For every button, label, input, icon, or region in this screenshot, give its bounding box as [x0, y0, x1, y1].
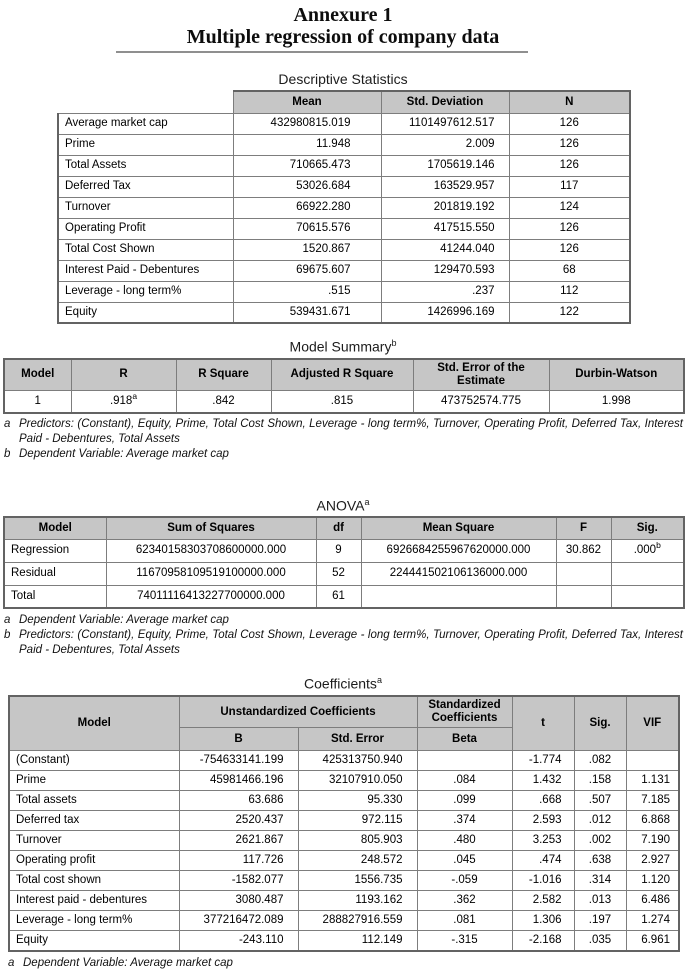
std-error-cell: 248.572: [298, 851, 417, 871]
mean-cell: 69675.607: [233, 260, 381, 281]
std-cell: .237: [381, 281, 509, 302]
table-row: [9, 811, 679, 831]
row-label-cell: Turnover: [58, 197, 233, 218]
std-error-cell: 425313750.940: [298, 751, 417, 771]
vif-header-cell: VIF: [626, 696, 679, 751]
b-cell: 2621.867: [179, 831, 298, 851]
std-cell: 129470.593: [381, 260, 509, 281]
footnote-marker: a: [364, 496, 370, 507]
std-error-header-cell: Std. Error of the Estimate: [413, 359, 549, 391]
beta-cell: .045: [417, 851, 512, 871]
row-label-cell: Equity: [58, 302, 233, 323]
durbin-watson-cell: 1.998: [549, 391, 684, 413]
coefficients-footnote: [8, 956, 686, 971]
b-cell: 45981466.196: [179, 771, 298, 791]
vif-cell: 1.131: [626, 771, 679, 791]
table-row: [9, 871, 679, 891]
table-row: [58, 260, 630, 281]
df-header-cell: df: [316, 517, 361, 539]
adj-r-square-cell: .815: [271, 391, 413, 413]
footnote-text: Predictors: (Constant), Equity, Prime, Total Cost Shown, Leverage - long term%, Turnover, Operating Profit, Deferred Tax, Interest Paid - Debentures, Total Assets: [19, 417, 683, 445]
beta-cell: -.315: [417, 931, 512, 951]
std-error-cell: 1556.735: [298, 871, 417, 891]
b-header-cell: B: [179, 728, 298, 751]
sig-cell: .507: [574, 791, 626, 811]
row-label-cell: Operating Profit: [58, 218, 233, 239]
n-cell: 117: [509, 176, 630, 197]
df-cell: 9: [316, 539, 361, 562]
f-cell: 30.862: [556, 539, 611, 562]
table-row: [9, 911, 679, 931]
sig-cell: .197: [574, 911, 626, 931]
table-header-row: [4, 517, 684, 539]
mean-cell: 70615.576: [233, 218, 381, 239]
model-summary-table: [3, 358, 685, 414]
model-header-cell: Model: [4, 517, 106, 539]
row-label-cell: Total cost shown: [9, 871, 179, 891]
row-label-cell: Leverage - long term%: [9, 911, 179, 931]
sig-cell: .314: [574, 871, 626, 891]
n-header-cell: N: [509, 91, 630, 113]
title-underline: [116, 51, 528, 53]
mean-cell: 710665.473: [233, 155, 381, 176]
table-row: [4, 539, 684, 562]
sum-of-squares-header-cell: Sum of Squares: [106, 517, 316, 539]
stub-header-cell: [58, 91, 233, 113]
row-label-cell: Leverage - long term%: [58, 281, 233, 302]
footnote-text: Predictors: (Constant), Equity, Prime, Total Cost Shown, Leverage - long term%, Turnover, Operating Profit, Deferred Tax, Interest Paid - Debentures, Total Assets: [19, 629, 683, 657]
standardized-coefficients-header-cell: Standardized Coefficients: [417, 696, 512, 728]
df-cell: 61: [316, 585, 361, 608]
beta-cell: .362: [417, 891, 512, 911]
table-row: [9, 791, 679, 811]
row-label-cell: Equity: [9, 931, 179, 951]
mean-cell: .515: [233, 281, 381, 302]
footnote-text: Dependent Variable: Average market cap: [23, 956, 233, 969]
footnote-marker: b: [656, 540, 661, 551]
r-cell: [71, 391, 176, 413]
table-row: [58, 218, 630, 239]
mean-cell: 11.948: [233, 134, 381, 155]
std-error-cell: 95.330: [298, 791, 417, 811]
row-label-cell: Average market cap: [58, 113, 233, 134]
std-error-cell: 32107910.050: [298, 771, 417, 791]
b-cell: 63.686: [179, 791, 298, 811]
row-label-cell: Total Cost Shown: [58, 239, 233, 260]
row-label-cell: Prime: [9, 771, 179, 791]
footnote-text: Dependent Variable: Average market cap: [19, 447, 229, 460]
std-cell: 1705619.146: [381, 155, 509, 176]
r-header-cell: R: [71, 359, 176, 391]
t-cell: 1.306: [512, 911, 574, 931]
n-cell: 126: [509, 239, 630, 260]
sig-header-cell: Sig.: [574, 696, 626, 751]
t-cell: .474: [512, 851, 574, 871]
f-cell: [556, 562, 611, 585]
std-cell: 201819.192: [381, 197, 509, 218]
sig-cell: .012: [574, 811, 626, 831]
n-cell: 68: [509, 260, 630, 281]
table-row: [58, 134, 630, 155]
descriptive-statistics-table: [57, 90, 631, 324]
vif-cell: [626, 751, 679, 771]
r-value: .918: [109, 394, 133, 407]
std-cell: 163529.957: [381, 176, 509, 197]
f-cell: [556, 585, 611, 608]
std-cell: 1426996.169: [381, 302, 509, 323]
sum-of-squares-cell: 11670958109519100000.000: [106, 562, 316, 585]
adj-r-square-header-cell: Adjusted R Square: [271, 359, 413, 391]
mean-cell: 53026.684: [233, 176, 381, 197]
df-cell: 52: [316, 562, 361, 585]
table-row: [58, 197, 630, 218]
table-header-row: [9, 696, 679, 728]
table-row: [58, 281, 630, 302]
durbin-watson-header-cell: Durbin-Watson: [549, 359, 684, 391]
sig-cell: .013: [574, 891, 626, 911]
annexure-title: Annexure 1: [293, 4, 393, 26]
beta-cell: -.059: [417, 871, 512, 891]
mean-cell: 432980815.019: [233, 113, 381, 134]
row-label-cell: Residual: [4, 562, 106, 585]
footnote-label: b: [4, 447, 11, 460]
std-deviation-header-cell: Std. Deviation: [381, 91, 509, 113]
std-error-cell: 112.149: [298, 931, 417, 951]
footnote: [8, 956, 686, 971]
t-cell: 3.253: [512, 831, 574, 851]
mean-square-cell: 6926684255967620000.000: [361, 539, 556, 562]
t-cell: 1.432: [512, 771, 574, 791]
b-cell: 3080.487: [179, 891, 298, 911]
sig-value: .000: [633, 544, 657, 557]
coefficients-caption-text: Coefficients: [304, 675, 377, 692]
footnote: [4, 447, 683, 462]
table-row: [58, 176, 630, 197]
document-subtitle: Multiple regression of company data: [186, 26, 500, 48]
std-error-cell: 972.115: [298, 811, 417, 831]
t-header-cell: t: [512, 696, 574, 751]
beta-cell: .081: [417, 911, 512, 931]
n-cell: 112: [509, 281, 630, 302]
descriptives-caption: Descriptive Statistics: [278, 71, 408, 87]
footnote-label: b: [4, 629, 11, 642]
n-cell: 126: [509, 134, 630, 155]
footnote-marker: a: [376, 675, 382, 686]
beta-cell: .084: [417, 771, 512, 791]
row-label-cell: Total assets: [9, 791, 179, 811]
anova-footnotes: [4, 613, 683, 658]
std-cell: 2.009: [381, 134, 509, 155]
coefficients-caption: [0, 672, 686, 693]
std-error-header-cell: Std. Error: [298, 728, 417, 751]
vif-cell: 1.120: [626, 871, 679, 891]
std-cell: 1101497612.517: [381, 113, 509, 134]
row-label-cell: Deferred tax: [9, 811, 179, 831]
t-cell: 2.582: [512, 891, 574, 911]
mean-square-header-cell: Mean Square: [361, 517, 556, 539]
table-header-row: [4, 359, 684, 391]
row-label-cell: Total: [4, 585, 106, 608]
footnote: [4, 628, 683, 658]
row-label-cell: Interest paid - debentures: [9, 891, 179, 911]
n-cell: 124: [509, 197, 630, 218]
b-cell: -1582.077: [179, 871, 298, 891]
b-cell: -754633141.199: [179, 751, 298, 771]
b-cell: -243.110: [179, 931, 298, 951]
mean-square-cell: [361, 585, 556, 608]
anova-caption: [0, 494, 686, 515]
footnote-marker: b: [391, 338, 397, 348]
mean-square-cell: 224441502106136000.000: [361, 562, 556, 585]
table-row: [4, 391, 684, 413]
table-row: [9, 751, 679, 771]
footnote-label: a: [4, 417, 11, 430]
sum-of-squares-cell: 74011116413227700000.000: [106, 585, 316, 608]
std-error-cell: 1193.162: [298, 891, 417, 911]
b-cell: 117.726: [179, 851, 298, 871]
vif-cell: 1.274: [626, 911, 679, 931]
row-label-cell: Regression: [4, 539, 106, 562]
r-square-header-cell: R Square: [176, 359, 271, 391]
row-label-cell: Deferred Tax: [58, 176, 233, 197]
sig-cell: .638: [574, 851, 626, 871]
mean-cell: 1520.867: [233, 239, 381, 260]
sig-cell: .035: [574, 931, 626, 951]
sig-header-cell: Sig.: [611, 517, 684, 539]
t-cell: -1.016: [512, 871, 574, 891]
model-summary-caption-text: Model Summary: [289, 338, 392, 355]
model-header-cell: Model: [9, 696, 179, 751]
table-row: [58, 113, 630, 134]
b-cell: 377216472.089: [179, 911, 298, 931]
row-label-cell: Operating profit: [9, 851, 179, 871]
sig-cell: [611, 562, 684, 585]
f-header-cell: F: [556, 517, 611, 539]
vif-cell: 6.868: [626, 811, 679, 831]
std-cell: 417515.550: [381, 218, 509, 239]
t-cell: 2.593: [512, 811, 574, 831]
n-cell: 122: [509, 302, 630, 323]
table-row: [9, 931, 679, 951]
table-row: [4, 562, 684, 585]
t-cell: -2.168: [512, 931, 574, 951]
vif-cell: 7.185: [626, 791, 679, 811]
sig-cell: .158: [574, 771, 626, 791]
beta-cell: .374: [417, 811, 512, 831]
table-row: [58, 239, 630, 260]
t-cell: .668: [512, 791, 574, 811]
table-row: [58, 302, 630, 323]
model-header-cell: Model: [4, 359, 71, 391]
sig-cell: [611, 539, 684, 562]
row-label-cell: Turnover: [9, 831, 179, 851]
anova-table: [3, 516, 685, 609]
sum-of-squares-cell: 62340158303708600000.000: [106, 539, 316, 562]
anova-caption-text: ANOVA: [316, 497, 365, 514]
std-error-cell: 805.903: [298, 831, 417, 851]
sig-cell: .002: [574, 831, 626, 851]
footnote: [4, 417, 683, 447]
row-label-cell: Total Assets: [58, 155, 233, 176]
beta-cell: .480: [417, 831, 512, 851]
vif-cell: 2.927: [626, 851, 679, 871]
sig-cell: [611, 585, 684, 608]
beta-cell: .099: [417, 791, 512, 811]
n-cell: 126: [509, 218, 630, 239]
mean-cell: 66922.280: [233, 197, 381, 218]
n-cell: 126: [509, 113, 630, 134]
table-row: [58, 155, 630, 176]
r-square-cell: .842: [176, 391, 271, 413]
row-label-cell: Interest Paid - Debentures: [58, 260, 233, 281]
vif-cell: 6.961: [626, 931, 679, 951]
footnote: [4, 613, 683, 628]
footnote-label: a: [8, 956, 15, 969]
row-label-cell: (Constant): [9, 751, 179, 771]
footnote-label: a: [4, 614, 11, 627]
row-label-cell: Prime: [58, 134, 233, 155]
t-cell: -1.774: [512, 751, 574, 771]
vif-cell: 6.486: [626, 891, 679, 911]
table-row: [4, 585, 684, 608]
beta-cell: [417, 751, 512, 771]
table-header-row: [58, 91, 630, 113]
std-error-cell: 473752574.775: [413, 391, 549, 413]
b-cell: 2520.437: [179, 811, 298, 831]
sig-cell: .082: [574, 751, 626, 771]
table-row: [9, 831, 679, 851]
table-row: [9, 851, 679, 871]
std-error-cell: 288827916.559: [298, 911, 417, 931]
table-row: [9, 891, 679, 911]
mean-cell: 539431.671: [233, 302, 381, 323]
vif-cell: 7.190: [626, 831, 679, 851]
mean-header-cell: Mean: [233, 91, 381, 113]
coefficients-table: [8, 695, 680, 952]
model-summary-footnotes: [4, 417, 683, 462]
n-cell: 126: [509, 155, 630, 176]
table-row: [9, 771, 679, 791]
beta-header-cell: Beta: [417, 728, 512, 751]
footnote-marker: a: [132, 390, 138, 401]
unstandardized-coefficients-header-cell: Unstandardized Coefficients: [179, 696, 417, 728]
std-cell: 41244.040: [381, 239, 509, 260]
model-summary-caption: [0, 335, 686, 356]
footnote-text: Dependent Variable: Average market cap: [19, 614, 229, 627]
model-cell: 1: [4, 391, 71, 413]
